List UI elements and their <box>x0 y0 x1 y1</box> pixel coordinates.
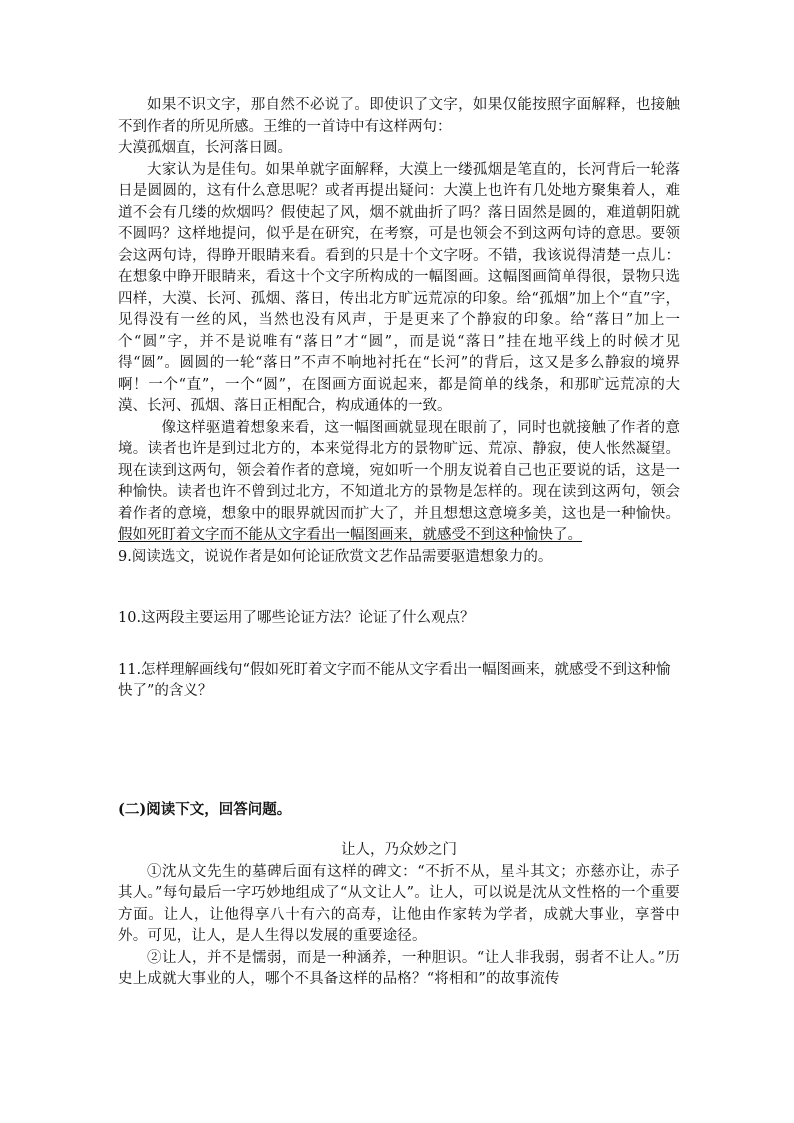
question-11: 11.怎样理解画线句“假如死盯着文字而不能从文字看出一幅图画来，就感受不到这种愉快了”的含义？ <box>118 661 671 699</box>
paragraph-3-text: 像这样驱遣着想象来看，这一幅图画就显现在眼前了，同时也就接触了作者的意境。读者也许是到过北方的，本来觉得北方的景物旷远、荒凉、静寂，使人怅然凝望。现在读到这两句，领会着作者的意境，宛如听一个朋友说着自己也正要说的话，这是一种愉快。读者也许不曾到过北方，不知道北方的景物是怎样的。现在读到这两句，领会着作者的意境，想象中的眼界就因而扩大了，并且想想这意境多美，这也是一种愉快。 <box>118 419 680 522</box>
section-heading: (二)阅读下文，回答问题。 <box>118 800 292 818</box>
passage-paragraph-2: 大家认为是佳句。如果单就字面解释，大漠上一缕孤烟是笔直的，长河背后一轮落日是圆圆的，这有什么意思呢？或者再提出疑问：大漠上也许有几处地方聚集着人，难道不会有几缕的炊烟吗？假使起了风，烟不就曲折了吗？落日固然是圆的，难道朝阳就不圆吗？这样地提问，似乎是在研究，在考察，可是也领会不到这两句诗的意思。要领会这两句诗，得睁开眼睛来看。看到的只是十个文字呀。不错，我该说得清楚一点儿：在想象中睁开眼睛来，看这十个文字所构成的一幅图画。这幅图画简单得很，景物只选四样，大漠、长河、孤烟、落日，传出北方旷远荒凉的印象。给“孤烟”加上个“直”字，见得没有一丝的风，当然也没有风声，于是更来了个静寂的印象。给“落日”加上一个“圆”字，并不是说唯有“落日”才“圆”，而是说“落日”挂在地平线上的时候才见得“圆”。圆圆的一轮“落日”不声不响地衬托在“长河”的背后，这又是多么静寂的境界啊！一个“直”，一个“圆”，在图画方面说起来，都是简单的线条，和那旷远荒凉的大漠、长河、孤烟、落日正相配合，构成通体的一致。 <box>118 161 680 414</box>
article-paragraph-1: ①沈从文先生的墓碑后面有这样的碑文：“不折不从，星斗其文；亦慈亦让，赤子其人。”每句最后一字巧妙地组成了“从文让人”。让人，可以说是沈从文性格的一个重要方面。让人，让他得享八十有六的高寿，让他由作家转为学者，成就大事业，享誉中外。可见，让人，是人生得以发展的重要途径。 <box>118 863 680 944</box>
article-paragraph-2: ②让人，并不是懦弱，而是一种涵养，一种胆识。“让人非我弱，弱者不让人。”历史上成就大事业的人，哪个不具备这样的品格？“将相和”的故事流传 <box>118 949 680 987</box>
document-page <box>118 95 680 991</box>
underlined-sentence: 假如死盯着文字而不能从文字看出一幅图画来，就感受不到这种愉快了。 <box>118 527 582 543</box>
article-title: 让人，乃众妙之门 <box>341 842 457 858</box>
question-9: 9.阅读选文，说说作者是如何论证欣赏文艺作品需要驱遣想象力的。 <box>118 548 553 565</box>
question-10: 10.这两段主要运用了哪些论证方法？论证了什么观点？ <box>118 610 475 626</box>
poem-line: 大漠孤烟直，长河落日圆。 <box>118 140 292 156</box>
passage-paragraph-1: 如果不识文字，那自然不必说了。即使识了文字，如果仅能按照字面解释，也接触不到作者的所见所感。王维的一首诗中有这样两句： <box>118 97 680 135</box>
passage-paragraph-3 <box>118 418 680 547</box>
